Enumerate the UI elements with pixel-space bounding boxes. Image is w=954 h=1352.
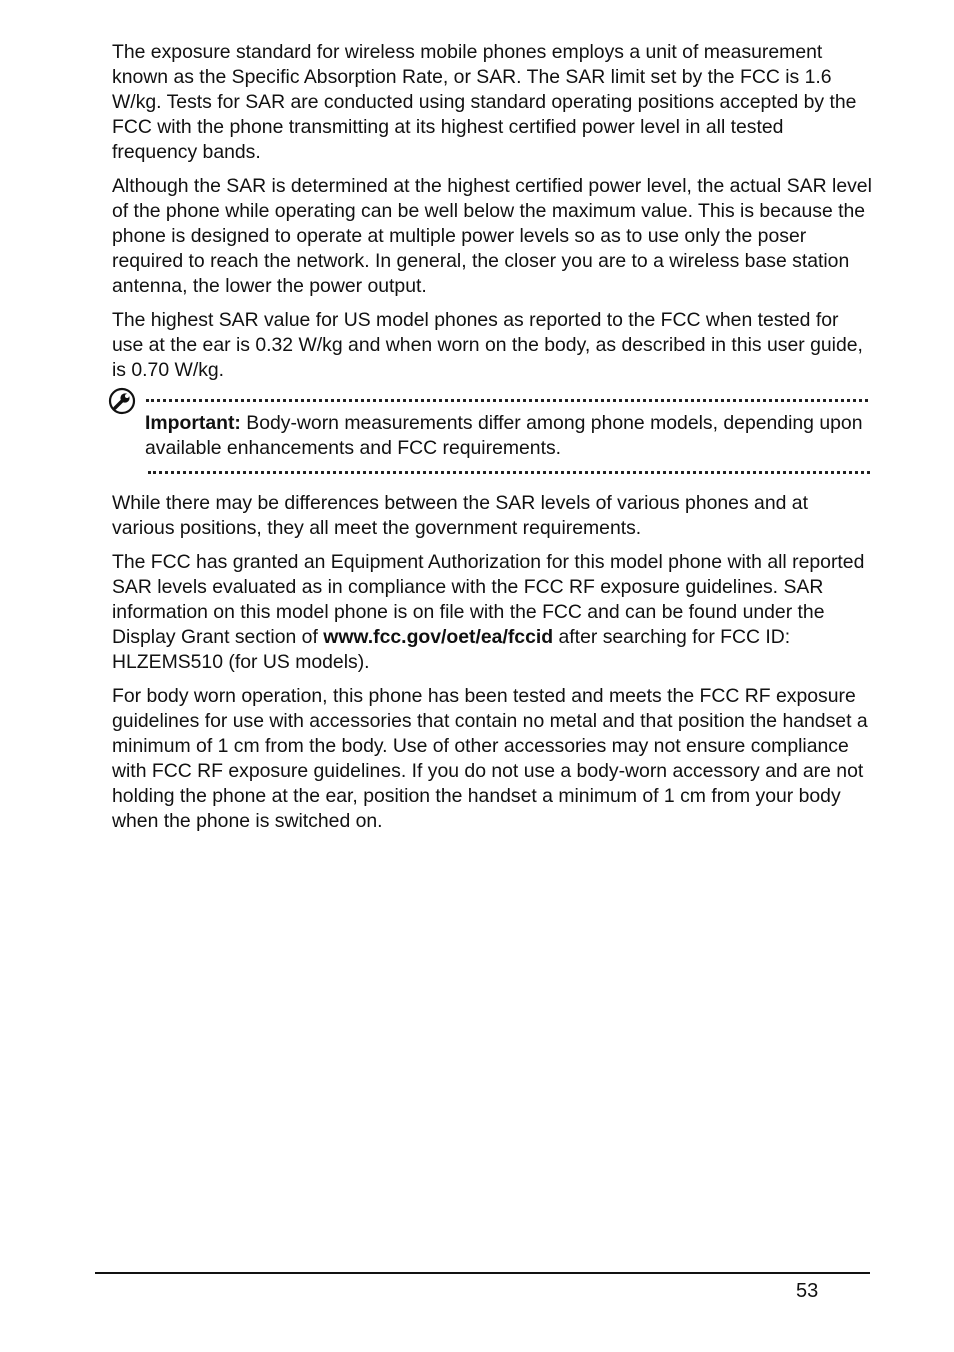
- fcc-authorization-text-end: after searching for FCC ID: HLZEMS510 (for US models).: [112, 626, 791, 673]
- paragraph-body-worn-operation: For body worn operation, this phone has been tested and meets the FCC RF exposure guidelines for use with accessories that contain no metal and that position the handset a minimum of 1 cm from the body. Use of other accessories may not ensure compliance with FCC RF exposure guidelines. If you do not use a body-worn accessory and are not holding the phone at the ear, position the handset a minimum of 1 cm from your body when the phone is switched on.: [112, 685, 868, 832]
- page-body: [112, 40, 872, 843]
- note-text: [145, 411, 872, 461]
- note-body: Body-worn measurements differ among phone models, depending upon available enhancements and FCC requirements.: [145, 412, 863, 459]
- note-bottom-divider: [148, 471, 870, 474]
- paragraph-sar-power-level: Although the SAR is determined at the highest certified power level, the actual SAR level of the phone while operating can be well below the maximum value. This is because the phone is designed to operate at multiple power levels so as to use only the poser required to reach the network. In general, the closer you are to a wireless base station antenna, the lower the power output.: [112, 175, 872, 297]
- page-number: 53: [796, 1280, 819, 1302]
- paragraph-sar-definition: The exposure standard for wireless mobile phones employs a unit of measurement known as the Specific Absorption Rate, or SAR. The SAR limit set by the FCC is 1.6 W/kg. Tests for SAR are conducted using standard operating positions accepted by the FCC with the phone transmitting at its highest certified power level in all tested frequency bands.: [112, 41, 857, 163]
- important-note: [112, 399, 872, 474]
- wrench-icon: [108, 387, 136, 415]
- footer-divider: [95, 1272, 870, 1274]
- paragraph-sar-differences: While there may be differences between the SAR levels of various phones and at various positions, they all meet the government requirements.: [112, 492, 808, 539]
- fcc-authorization-text: The FCC has granted an Equipment Authorization for this model phone with all reported SAR levels evaluated as in compliance with the FCC RF exposure guidelines. SAR information on this model phone is on file with the FCC and can be found under the Display Grant section of: [112, 551, 865, 648]
- note-label: Important:: [145, 412, 241, 434]
- paragraph-sar-values: The highest SAR value for US model phones as reported to the FCC when tested for use at the ear is 0.32 W/kg and when worn on the body, as described in this user guide, is 0.70 W/kg.: [112, 309, 863, 381]
- fcc-link: www.fcc.gov/oet/ea/fccid: [323, 626, 554, 648]
- note-top-divider: [146, 399, 868, 402]
- paragraph-fcc-authorization: [112, 550, 872, 675]
